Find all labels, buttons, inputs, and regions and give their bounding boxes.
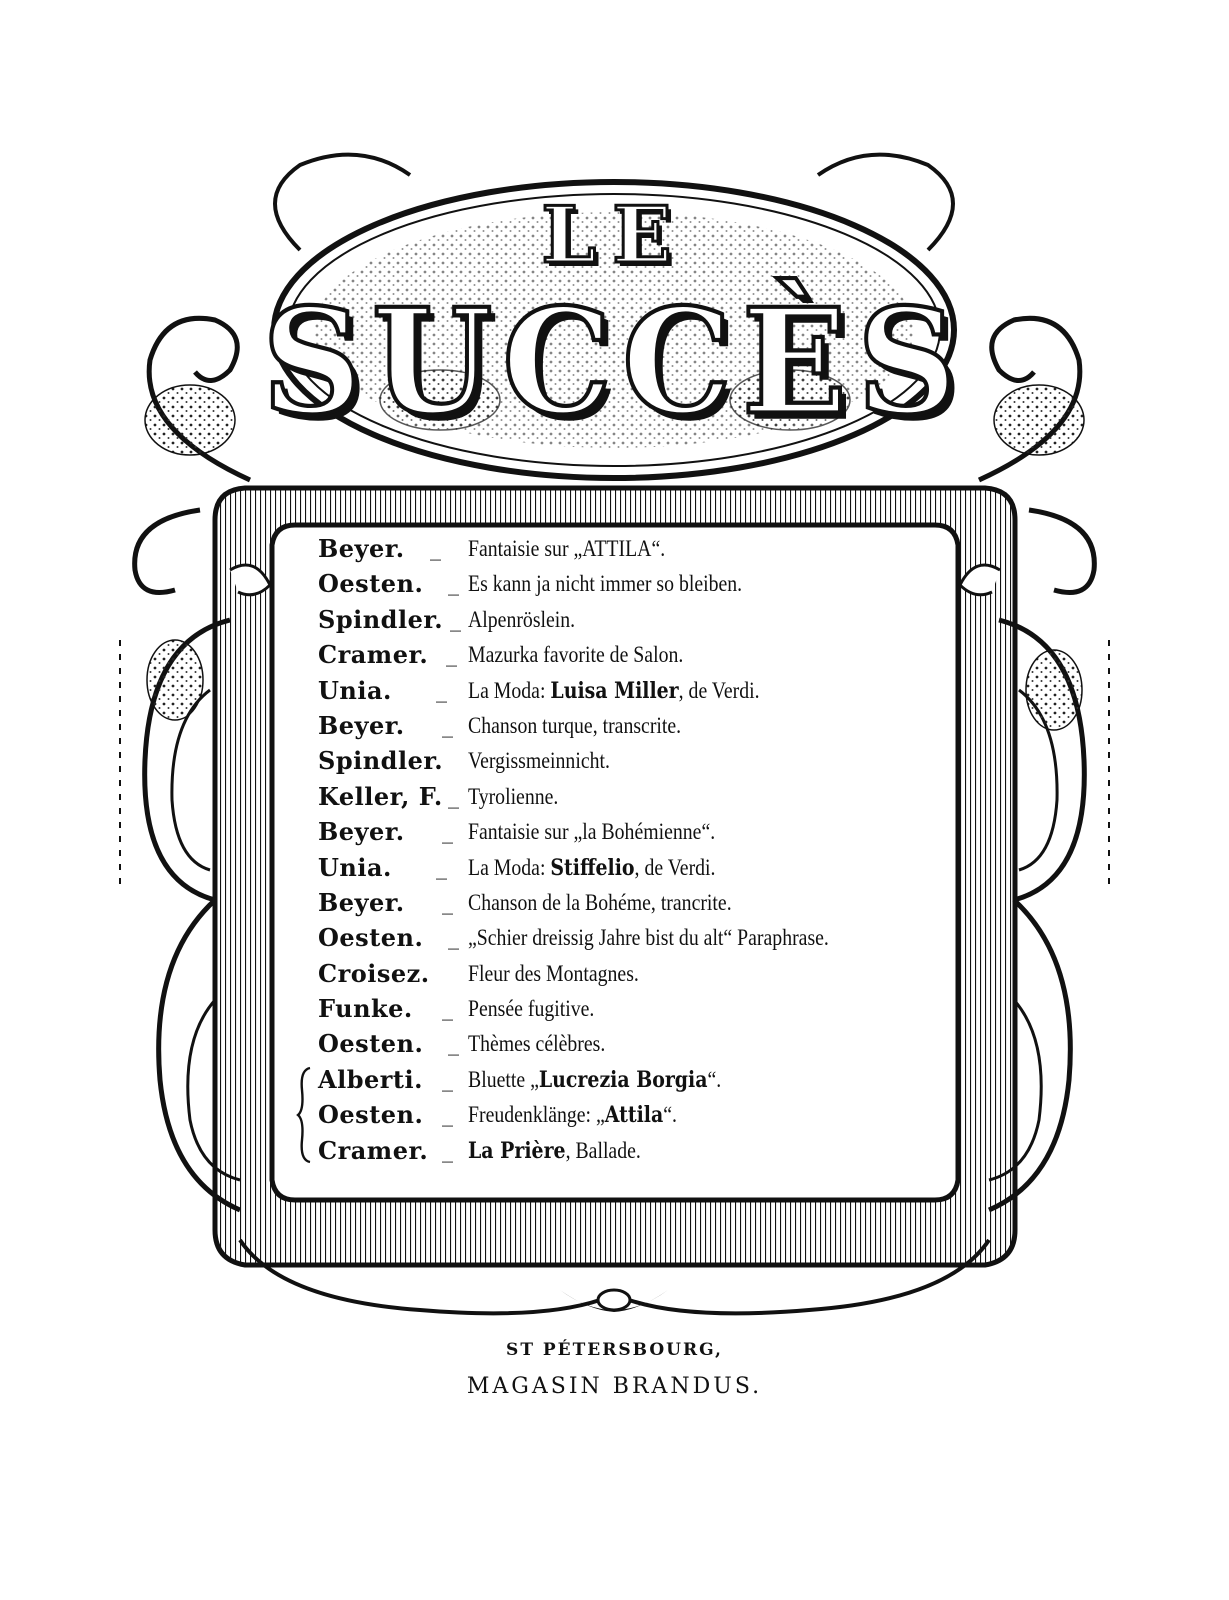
work-title: Es kann ja nicht immer so bleiben.: [468, 571, 743, 597]
list-item: [318, 851, 958, 886]
brace-icon: [296, 1066, 312, 1164]
composer-name: Beyer.: [318, 817, 405, 847]
list-item: [318, 992, 958, 1027]
composer-name: Oesten.: [318, 569, 424, 599]
list-item: [318, 744, 958, 779]
separator-dash: _: [446, 642, 457, 668]
composer-name: Oesten.: [318, 1029, 424, 1059]
composer-name: Funke.: [318, 994, 413, 1024]
title-succes: SUCCÈS: [262, 275, 967, 448]
separator-dash: _: [442, 1066, 453, 1092]
composer-name: Cramer.: [318, 640, 429, 670]
composer-name: Unia.: [318, 675, 392, 705]
work-title: Freudenklänge: „Attila“.: [468, 1102, 677, 1129]
work-title: Fantaisie sur „la Bohémienne“.: [468, 819, 716, 845]
composer-name: Keller, F.: [318, 781, 443, 811]
work-title: „Schier dreissig Jahre bist du alt“ Paraphrase.: [468, 925, 829, 951]
list-item: [318, 957, 958, 992]
list-item: [318, 921, 958, 956]
imprint-city: ST PÉTERSBOURG,: [506, 1340, 723, 1360]
composer-name: Spindler.: [318, 746, 444, 776]
work-title: Alpenröslein.: [468, 606, 576, 632]
work-title: Fantaisie sur „ATTILA“.: [468, 536, 666, 561]
list-item: [318, 1134, 958, 1169]
work-title: Pensée fugitive.: [468, 996, 595, 1022]
composer-name: Unia.: [318, 852, 392, 882]
separator-dash: _: [442, 819, 453, 845]
separator-dash: _: [442, 889, 453, 915]
separator-dash: _: [442, 1137, 453, 1163]
composer-name: Beyer.: [318, 534, 405, 563]
separator-dash: _: [430, 536, 441, 561]
separator-dash: _: [442, 712, 453, 738]
work-title: Thèmes célèbres.: [468, 1031, 606, 1057]
separator-dash: _: [436, 677, 447, 703]
work-title: Vergissmeinnicht.: [468, 748, 610, 774]
list-item: [318, 567, 958, 602]
composer-name: Cramer.: [318, 1135, 429, 1165]
list-item: [318, 815, 958, 850]
separator-dash: _: [448, 783, 459, 809]
composer-name: Alberti.: [318, 1064, 423, 1094]
list-item: [318, 532, 958, 567]
work-title: Chanson turque, transcrite.: [468, 712, 682, 738]
separator-dash: _: [450, 606, 461, 632]
list-item: [318, 780, 958, 815]
work-title: Fleur des Montagnes.: [468, 960, 639, 986]
list-item: [318, 674, 958, 709]
composer-name: Croisez.: [318, 958, 430, 988]
list-item: [318, 603, 958, 638]
separator-dash: _: [448, 1031, 459, 1057]
composer-name: Beyer.: [318, 710, 405, 740]
separator-dash: _: [448, 571, 459, 597]
title-le: LE: [541, 190, 688, 281]
composer-name: Spindler.: [318, 604, 444, 634]
separator-dash: _: [436, 854, 447, 880]
list-item: [318, 886, 958, 921]
list-item: [318, 1063, 958, 1098]
work-title: La Moda: Stiffelio, de Verdi.: [468, 854, 716, 881]
work-title: Bluette „Lucrezia Borgia“.: [468, 1066, 722, 1093]
list-item: [318, 709, 958, 744]
list-item: [318, 638, 958, 673]
work-title: Chanson de la Bohéme, trancrite.: [468, 889, 732, 915]
separator-dash: _: [442, 1102, 453, 1128]
list-item: [318, 1027, 958, 1062]
work-title: La Moda: Luisa Miller, de Verdi.: [468, 677, 760, 704]
composer-name: Oesten.: [318, 1100, 424, 1130]
work-title: Tyrolienne.: [468, 783, 559, 809]
imprint-publisher: MAGASIN BRANDUS.: [466, 1374, 763, 1399]
composer-name: Oesten.: [318, 923, 424, 953]
separator-dash: _: [442, 996, 453, 1022]
composer-name: Beyer.: [318, 887, 405, 917]
work-title: La Prière, Ballade.: [468, 1137, 641, 1164]
bottom-ribbon-knot: [560, 1290, 668, 1312]
work-title: Mazurka favorite de Salon.: [468, 642, 684, 668]
list-item: [318, 1098, 958, 1133]
separator-dash: _: [448, 925, 459, 951]
works-list: [318, 532, 958, 1169]
